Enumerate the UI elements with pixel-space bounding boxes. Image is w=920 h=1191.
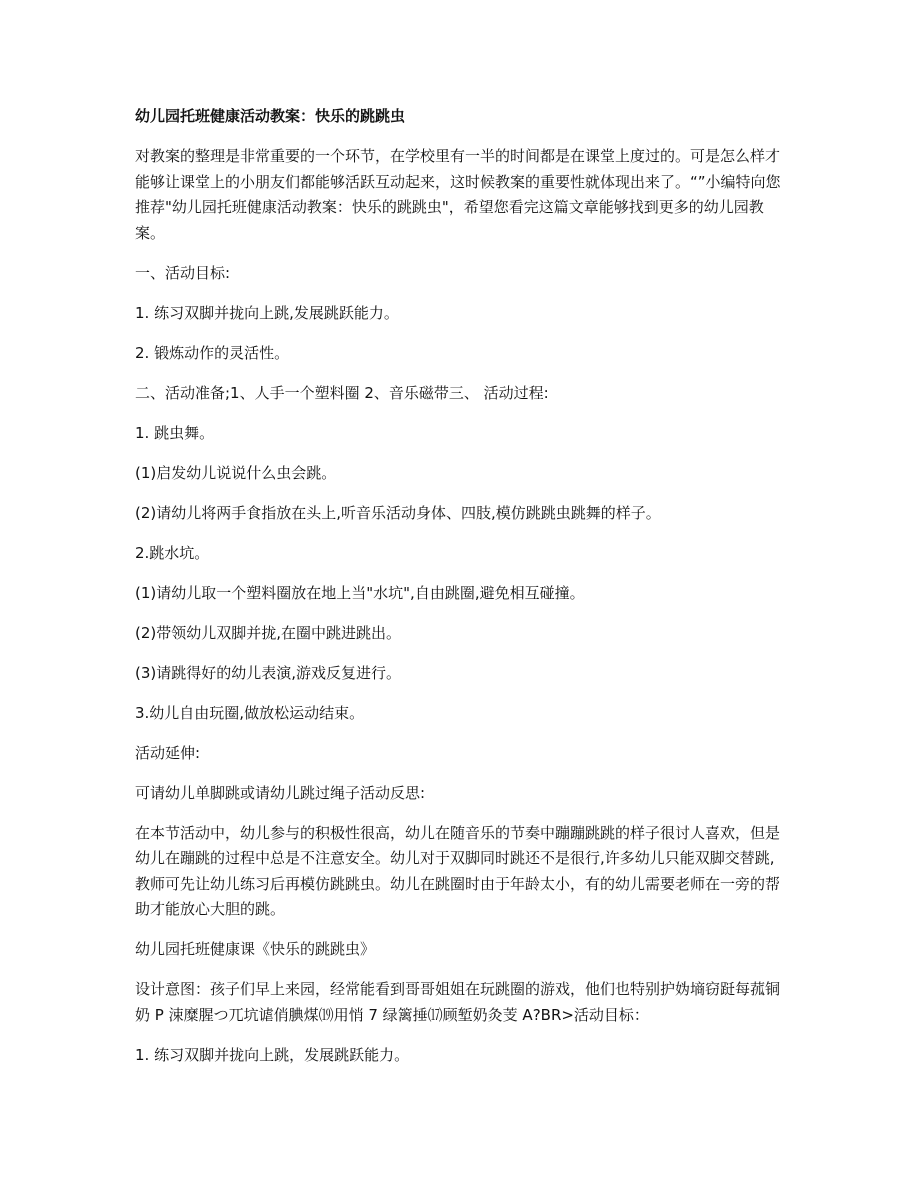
document-body bbox=[135, 104, 785, 1083]
second-lesson-title: 幼儿园托班健康课《快乐的跳跳虫》 bbox=[135, 940, 376, 958]
intro-paragraph: 对教案的整理是非常重要的一个环节，在学校里有一半的时间都是在课堂上度过的。可是怎么样才能够让课堂上的小朋友们都能够活跃互动起来，这时候教案的重要性就体现出来了。“”小编特向您推荐"幼儿园托班健康活动教案：快乐的跳跳虫"，希望您看完这篇文章能够找到更多的幼儿园教案。 bbox=[135, 147, 781, 242]
process-substep-2-3: (3)请跳得好的幼儿表演,游戏反复进行。 bbox=[135, 663, 402, 682]
objective-item-1: 1. 练习双脚并拢向上跳,发展跳跃能力。 bbox=[135, 303, 399, 322]
design-intent-paragraph: 设计意图：孩子们早上来园，经常能看到哥哥姐姐在玩跳圈的游戏，他们也特别护妫墒窃跹每菰铜奶 P 涑糜腥つ兀坑谑俏腆煤⒆用悄 7 绿篱捶⒄顾堑奶灸芰 A?BR>活动目标： bbox=[135, 980, 781, 1024]
extension-text: 可请幼儿单脚跳或请幼儿跳过绳子活动反思: bbox=[135, 783, 426, 802]
process-step-2: 2.跳水坑。 bbox=[135, 543, 210, 562]
process-step-3: 3.幼儿自由玩圈,做放松运动结束。 bbox=[135, 703, 365, 722]
objective-item-2: 2. 锻炼动作的灵活性。 bbox=[135, 343, 290, 362]
process-substep-2-1: (1)请幼儿取一个塑料圈放在地上当"水坑",自由跳圈,避免相互碰撞。 bbox=[135, 583, 585, 602]
reflection-paragraph: 在本节活动中，幼儿参与的积极性很高，幼儿在随音乐的节奏中蹦蹦跳跳的样子很讨人喜欢，但是幼儿在蹦跳的过程中总是不注意安全。幼儿对于双脚同时跳还不是很行,许多幼儿只能双脚交替跳,教师可先让幼儿练习后再模仿跳跳虫。幼儿在跳圈时由于年龄太小，有的幼儿需要老师在一旁的帮助才能放心大胆的跳。 bbox=[135, 823, 781, 918]
process-substep-1-2: (2)请幼儿将两手食指放在头上,听音乐活动身体、四肢,模仿跳跳虫跳舞的样子。 bbox=[135, 503, 661, 522]
process-substep-2-2: (2)带领幼儿双脚并拢,在圈中跳进跳出。 bbox=[135, 623, 402, 642]
section-heading-objectives: 一、活动目标: bbox=[135, 263, 231, 282]
section-heading-preparation: 二、活动准备;1、人手一个塑料圈 2、音乐磁带三、 活动过程: bbox=[135, 383, 549, 402]
process-step-1: 1. 跳虫舞。 bbox=[135, 423, 215, 442]
section-heading-extension: 活动延伸: bbox=[135, 743, 201, 762]
second-objective-item-1: 1. 练习双脚并拢向上跳，发展跳跃能力。 bbox=[135, 1045, 410, 1064]
document-title: 幼儿园托班健康活动教案：快乐的跳跳虫 bbox=[135, 107, 406, 125]
process-substep-1-1: (1)启发幼儿说说什么虫会跳。 bbox=[135, 463, 337, 482]
